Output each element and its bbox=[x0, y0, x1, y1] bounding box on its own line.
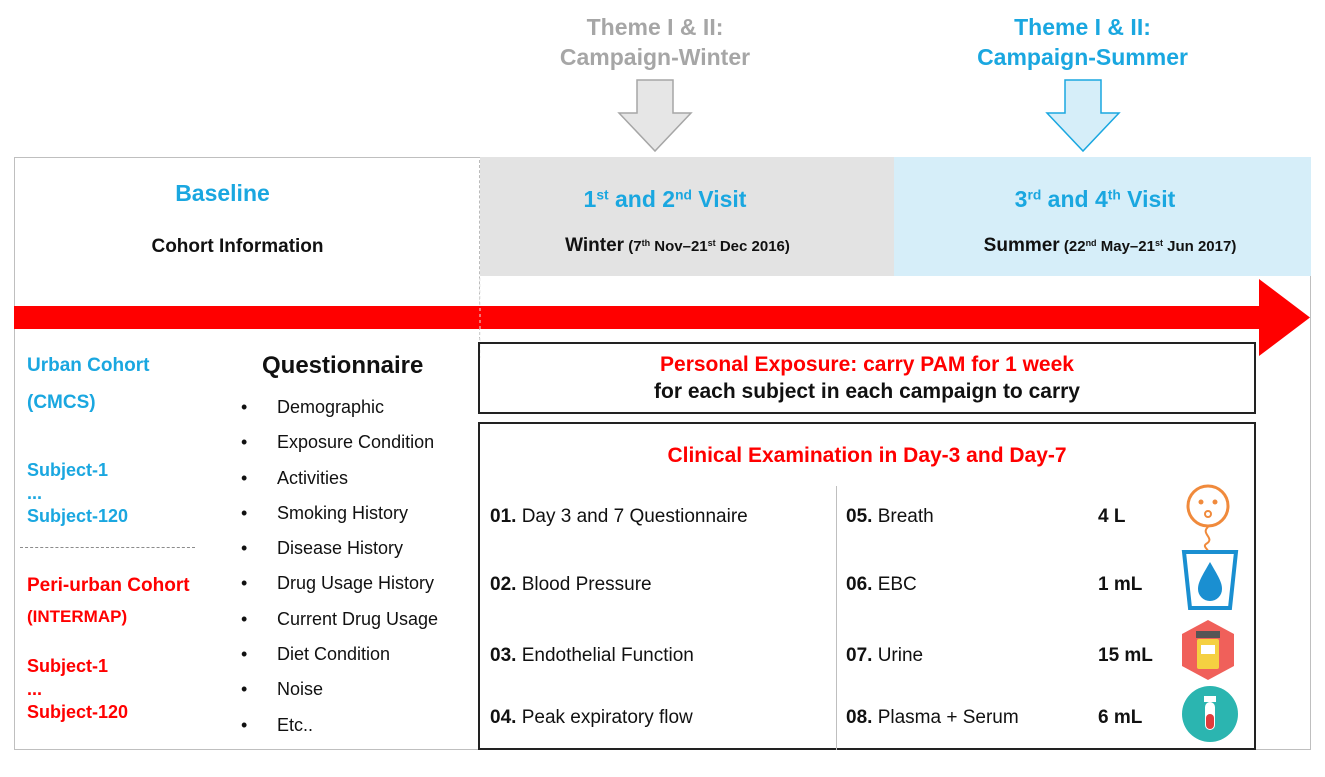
questionnaire-item-label: Drug Usage History bbox=[277, 573, 435, 594]
questionnaire-item-label: Etc.. bbox=[277, 714, 314, 735]
winter-visit-dates bbox=[480, 235, 875, 257]
bullet-icon: • bbox=[241, 397, 248, 417]
summer-title-sup: rd bbox=[1027, 187, 1042, 203]
summer-date-sup: st bbox=[1154, 238, 1163, 249]
urine-container-icon bbox=[1180, 619, 1236, 686]
questionnaire-item-label: Exposure Condition bbox=[277, 432, 435, 453]
summer-visit-title bbox=[915, 186, 1275, 213]
questionnaire-item bbox=[241, 637, 477, 672]
sample-volume: 4 L bbox=[1098, 506, 1126, 527]
theme-winter-line1: Theme I & II: bbox=[586, 14, 724, 40]
theme-winter-title bbox=[515, 12, 795, 72]
questionnaire-item-label: Demographic bbox=[277, 397, 385, 417]
cohort-separator bbox=[20, 547, 195, 548]
water-drop-icon bbox=[1180, 546, 1240, 617]
winter-date-sup: st bbox=[707, 238, 716, 249]
winter-visit-title bbox=[480, 186, 850, 213]
clinical-item-label: EBC bbox=[872, 574, 917, 595]
questionnaire-title: Questionnaire bbox=[262, 352, 424, 379]
questionnaire-item bbox=[241, 496, 477, 531]
summer-date-part: (22 bbox=[1059, 238, 1086, 255]
questionnaire-item-label: Smoking History bbox=[277, 502, 409, 523]
clinical-item-label: Breath bbox=[872, 506, 934, 527]
clinical-item-label: Endothelial Function bbox=[516, 645, 694, 666]
periurban-cohort bbox=[27, 572, 247, 630]
bullet-icon: • bbox=[241, 502, 248, 523]
clinical-item-number: 05. bbox=[846, 506, 873, 527]
urban-subject-first: Subject-1 bbox=[27, 460, 109, 480]
personal-exposure-box bbox=[478, 342, 1256, 414]
periurban-subject-ellipsis: ... bbox=[27, 679, 43, 699]
winter-date-part: (7 bbox=[624, 238, 642, 255]
winter-title-sup: st bbox=[596, 187, 609, 203]
questionnaire-item bbox=[241, 461, 477, 496]
clinical-item-number: 04. bbox=[490, 707, 517, 728]
summer-visit-header bbox=[894, 157, 1311, 276]
summer-date-part: May–21 bbox=[1096, 238, 1155, 255]
summer-visit-dates bbox=[915, 235, 1305, 257]
theme-winter-line2: Campaign-Winter bbox=[559, 44, 751, 70]
winter-date-part: Dec 2016) bbox=[715, 238, 790, 255]
summer-date-sup: nd bbox=[1085, 238, 1097, 249]
clinical-item-number: 02. bbox=[490, 574, 517, 595]
winter-down-arrow-icon bbox=[617, 79, 693, 153]
sample-volume: 6 mL bbox=[1098, 707, 1143, 728]
urban-subjects bbox=[27, 457, 247, 529]
baseline-subtitle: Cohort Information bbox=[151, 236, 324, 257]
urban-subject-ellipsis: ... bbox=[27, 483, 43, 503]
bullet-icon: • bbox=[241, 467, 248, 488]
winter-date-part: Nov–21 bbox=[650, 238, 708, 255]
clinical-item bbox=[846, 707, 1019, 729]
urban-cohort bbox=[27, 352, 247, 417]
blood-tube-icon bbox=[1180, 684, 1240, 749]
theme-summer-title bbox=[940, 12, 1225, 72]
summer-date-part: Jun 2017) bbox=[1162, 238, 1237, 255]
clinical-item bbox=[490, 506, 748, 528]
clinical-item bbox=[490, 707, 693, 729]
clinical-examination-box bbox=[478, 422, 1256, 750]
bullet-icon: • bbox=[241, 538, 248, 559]
clinical-item bbox=[846, 506, 934, 528]
clinical-item-number: 03. bbox=[490, 645, 517, 666]
questionnaire-item bbox=[241, 390, 477, 425]
clinical-item-label: Peak expiratory flow bbox=[516, 707, 693, 728]
questionnaire-item bbox=[241, 425, 477, 460]
bullet-icon: • bbox=[241, 573, 248, 594]
clinical-divider bbox=[836, 486, 837, 750]
baseline-title: Baseline bbox=[175, 180, 270, 206]
questionnaire-item-label: Noise bbox=[277, 679, 324, 700]
winter-season: Winter bbox=[565, 235, 625, 256]
bullet-icon: • bbox=[241, 679, 248, 700]
summer-title-part: Visit bbox=[1120, 186, 1176, 212]
summer-title-sup: th bbox=[1107, 187, 1121, 203]
bullet-icon: • bbox=[241, 608, 248, 629]
winter-visit-header bbox=[480, 157, 894, 276]
clinical-item bbox=[846, 574, 917, 596]
sample-volume: 15 mL bbox=[1098, 645, 1153, 666]
questionnaire-item-label: Activities bbox=[277, 467, 349, 488]
bullet-icon: • bbox=[241, 714, 248, 735]
personal-exposure-title: Personal Exposure: carry PAM for 1 week bbox=[660, 353, 1074, 376]
periurban-subjects bbox=[27, 653, 247, 725]
summer-down-arrow-icon bbox=[1045, 79, 1121, 153]
clinical-item-number: 06. bbox=[846, 574, 873, 595]
winter-title-part: Visit bbox=[691, 186, 747, 212]
personal-exposure-subtitle: for each subject in each campaign to carry bbox=[654, 380, 1080, 403]
periurban-subject-first: Subject-1 bbox=[27, 656, 109, 676]
clinical-item bbox=[846, 645, 923, 667]
summer-season: Summer bbox=[983, 235, 1060, 256]
theme-summer-line1: Theme I & II: bbox=[1014, 14, 1151, 40]
urban-cohort-code: (CMCS) bbox=[27, 392, 96, 413]
questionnaire-item bbox=[241, 602, 477, 637]
summer-title-part: and 4 bbox=[1041, 186, 1108, 212]
clinical-item-number: 08. bbox=[846, 707, 873, 728]
sample-volume: 1 mL bbox=[1098, 574, 1143, 595]
clinical-item bbox=[490, 574, 652, 596]
winter-title-part: 1 bbox=[583, 186, 597, 212]
winter-title-part: and 2 bbox=[608, 186, 676, 212]
clinical-item-label: Day 3 and 7 Questionnaire bbox=[516, 506, 748, 527]
summer-title-part: 3 bbox=[1014, 186, 1028, 212]
questionnaire-item bbox=[241, 672, 477, 707]
questionnaire-item bbox=[241, 566, 477, 601]
periurban-cohort-name: Peri-urban Cohort bbox=[27, 575, 190, 596]
urban-subject-last: Subject-120 bbox=[27, 506, 129, 526]
winter-date-sup: th bbox=[641, 238, 651, 249]
periurban-subject-last: Subject-120 bbox=[27, 702, 129, 722]
questionnaire-item bbox=[241, 531, 477, 566]
questionnaire-item-label: Disease History bbox=[277, 538, 404, 559]
bullet-icon: • bbox=[241, 644, 248, 665]
clinical-item bbox=[490, 645, 694, 667]
urban-cohort-name: Urban Cohort bbox=[27, 355, 150, 376]
questionnaire-item-label: Diet Condition bbox=[277, 644, 391, 665]
winter-title-sup: nd bbox=[675, 187, 692, 203]
clinical-item-number: 01. bbox=[490, 506, 517, 527]
questionnaire-item-label: Current Drug Usage bbox=[277, 608, 439, 629]
questionnaire-list bbox=[241, 390, 477, 743]
questionnaire-item bbox=[241, 708, 477, 743]
periurban-cohort-code: (INTERMAP) bbox=[27, 607, 128, 626]
bullet-icon: • bbox=[241, 432, 248, 453]
clinical-item-label: Blood Pressure bbox=[516, 574, 652, 595]
clinical-item-label: Urine bbox=[872, 645, 924, 666]
clinical-item-number: 07. bbox=[846, 645, 873, 666]
clinical-examination-title: Clinical Examination in Day-3 and Day-7 bbox=[667, 444, 1067, 467]
clinical-item-label: Plasma + Serum bbox=[872, 707, 1019, 728]
theme-summer-line2: Campaign-Summer bbox=[977, 44, 1188, 70]
